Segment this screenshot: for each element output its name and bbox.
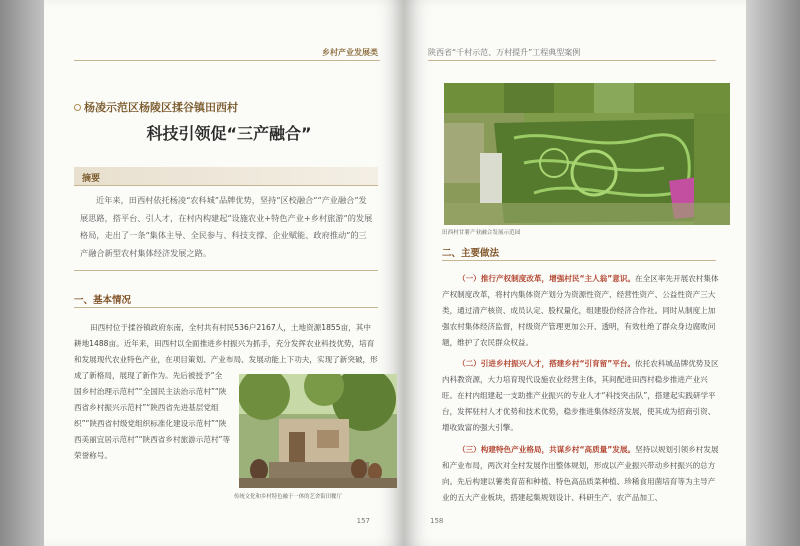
practice-item-1-text: 在全区率先开展农村集体产权制度改革，将村内集体资产划分为资源性资产、经营性资产、公益性资产三大类，通过清产核资、成员认定、股权量化，组建股份经济合作社。同时从制度上加强农村集体经济监督，村级资产管理更加公开、透明，有效杜绝了群众身边腐败问题，维护了农民群众权益。 — [442, 274, 719, 347]
honors-paragraph: 国乡村治理示范村”“全国民主法治示范村”“陕西省乡村振兴示范村”“陕西省先进基层党组织”“陕西省村级党组织标准化建设示范村”“陕西美丽宜居示范村”“陕西省乡村旅游示范村”等荣誉称号。 — [74, 387, 231, 460]
practice-item-2 — [442, 356, 722, 436]
abstract-text: 近年来，田西村依托杨凌“农科城”品牌优势，坚持“区校融合”“产业融合”发展思路，搭平台、引人才，在村内构建起“设施农业+特色产业+乡村旅游”的发展格局，走出了一条“集体主导、全民参与、科技支撑、企业赋能、政府推动”的三产融合新型农村集体经济发展之路。 — [80, 195, 373, 258]
page-number-left: 157 — [356, 517, 370, 525]
restaurant-photo-caption: 传统文化和乡村特色融于一体的艺舍街田餐厅 — [234, 494, 342, 500]
section-practices-title: 二、主要做法 — [442, 248, 500, 259]
aerial-maze-park-image — [444, 83, 730, 225]
practice-item-2-text: 依托农科城品牌优势及区内科教资源，大力培育现代设施农业经营主体，其间配进田西村稳步推进产业兴旺。在村内组建起一支助推产业振兴的专业人才“科技突击队”，搭建起实践研学平台，发挥驻村人才优势和技术优势，稳步推进集体经济发展，使其成为招商引资、增收致富的强大引擎。 — [442, 359, 719, 432]
section-basic-title: 一、基本情况 — [74, 295, 132, 306]
section-rule — [442, 260, 716, 261]
running-header: 陕西省“千村示范、万村提升”工程典型案例 — [428, 48, 581, 57]
right-page — [404, 0, 746, 546]
bullet-circle-icon — [74, 104, 81, 111]
practice-item-1 — [442, 271, 722, 351]
practice-item-3-lead: （三）构建特色产业格局，共谋乡村“高质量”发展。 — [458, 445, 636, 454]
park-photo-caption: 田西村甘薯产业融合发展示范园 — [442, 230, 521, 236]
practice-item-3 — [442, 442, 722, 506]
abstract-heading-bar — [74, 167, 378, 186]
practice-item-3-text: 坚持以规划引领乡村发展和产业布局，两次对全村发展作出整体规划，形成以产业振兴带动乡村振兴的总方向。先后构建以薯类育苗和种植、特色高品质菜种植、珍稀食用菌培育等为主导产业的五大产业板块，搭建起集规划设计、科研生产、农产品加工、 — [442, 445, 719, 502]
restaurant-courtyard-image — [239, 374, 397, 488]
header-rule — [428, 60, 716, 61]
basic-info-paragraph: 田西村位于揉谷镇政府东南，全村共有村民536户2167人，土地资源1855亩，其中耕地1488亩。近年来，田西村以全面推进乡村振兴为抓手，充分发挥农业科技优势，培育和发展现代农业特色产业，在项目策划、产业布局、发展动能上下功夫，实现了新突破，形成了新格局，展现了新作为。先后被授予“全 — [74, 323, 378, 380]
left-page — [44, 0, 404, 546]
practice-item-1-lead: （一）推行产权制度改革，增强村民“主人翁”意识。 — [458, 274, 636, 283]
demonstration-park-photo — [444, 83, 730, 225]
header-rule — [74, 60, 380, 61]
section-rule — [74, 307, 378, 308]
practice-item-2-lead: （二）引进乡村振兴人才，搭建乡村“引育留”平台。 — [458, 359, 636, 368]
restaurant-photo — [239, 374, 397, 488]
running-header: 乡村产业发展类 — [322, 48, 378, 57]
abstract-rule — [74, 270, 378, 271]
case-location — [74, 99, 238, 115]
page-number-right: 158 — [430, 517, 444, 525]
abstract-label: 摘要 — [82, 174, 101, 184]
case-title: 科技引领促“三产融合” — [146, 124, 312, 143]
case-location-text: 杨凌示范区杨陵区揉谷镇田西村 — [84, 101, 238, 114]
